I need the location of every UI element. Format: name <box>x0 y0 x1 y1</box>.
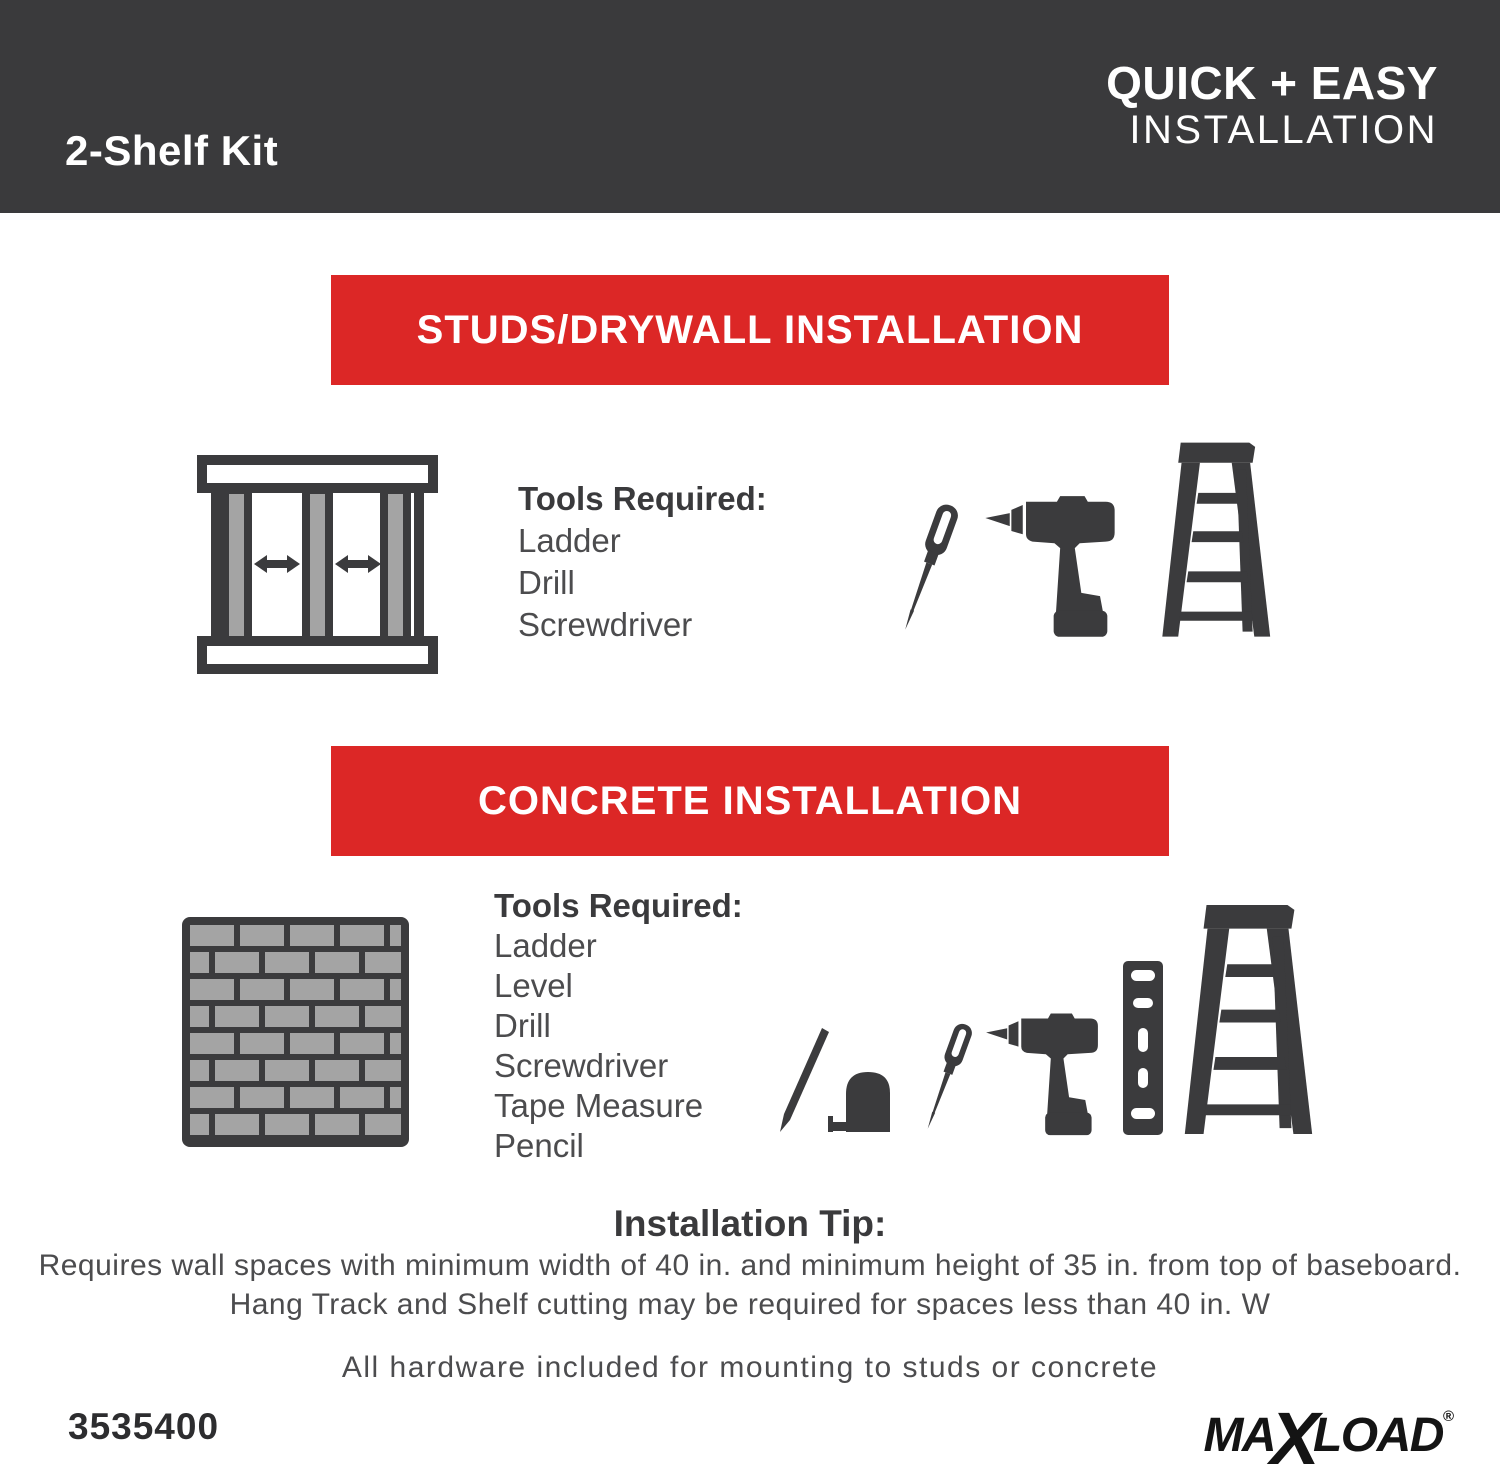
studs-drywall-banner-label: STUDS/DRYWALL INSTALLATION <box>416 307 1084 352</box>
brand-load: LOAD <box>1312 1409 1443 1462</box>
tools-required-studs <box>518 478 767 646</box>
installation-tip-line-2: Hang Track and Shelf cutting may be required for spaces less than 40 in. W <box>229 1288 1271 1321</box>
concrete-banner <box>331 746 1169 856</box>
tools-heading: Tools Required: <box>518 480 767 517</box>
header-tagline <box>1106 58 1438 152</box>
tool-item: Pencil <box>494 1127 584 1164</box>
tool-item: Screwdriver <box>494 1047 669 1084</box>
drill-icon <box>972 492 1128 640</box>
hardware-note: All hardware included for mounting to studs or concrete <box>341 1351 1159 1384</box>
product-title: 2-Shelf Kit <box>65 127 279 174</box>
tool-item: Ladder <box>518 522 621 559</box>
screwdriver-icon <box>871 492 983 644</box>
registered-trademark-icon: ® <box>1442 1408 1454 1425</box>
tool-item: Drill <box>494 1007 551 1044</box>
tool-item: Drill <box>518 564 575 601</box>
brand-ma: MA <box>1203 1409 1276 1462</box>
brick-wall-icon <box>182 917 409 1147</box>
drill-icon <box>979 1010 1105 1138</box>
header-bar <box>0 0 1500 213</box>
stud-wall-icon <box>194 452 441 677</box>
tools-heading: Tools Required: <box>494 887 743 924</box>
tools-required-concrete <box>494 886 743 1166</box>
ladder-icon <box>1176 903 1318 1138</box>
pencil-icon <box>778 1028 830 1132</box>
tagline-line-1: QUICK + EASY <box>1106 57 1438 109</box>
ladder-icon <box>1146 441 1284 640</box>
level-icon <box>1122 960 1164 1136</box>
installation-tip-line-1: Requires wall spaces with minimum width of 40 in. and minimum height of 35 in. from top of baseboard. <box>38 1249 1462 1282</box>
tape-measure-icon <box>828 1066 900 1136</box>
brand-x: X <box>1270 1397 1318 1465</box>
concrete-banner-label: CONCRETE INSTALLATION <box>478 778 1022 823</box>
studs-drywall-banner <box>331 275 1169 385</box>
installation-tip-heading: Installation Tip: <box>613 1203 887 1244</box>
tool-item: Tape Measure <box>494 1087 704 1124</box>
tagline-line-2: INSTALLATION <box>1129 108 1438 152</box>
tool-item: Level <box>494 967 573 1004</box>
tool-item: Ladder <box>494 927 597 964</box>
maxload-logo <box>1203 1396 1454 1465</box>
tool-item: Screwdriver <box>518 606 693 643</box>
model-number: 3535400 <box>68 1406 220 1447</box>
